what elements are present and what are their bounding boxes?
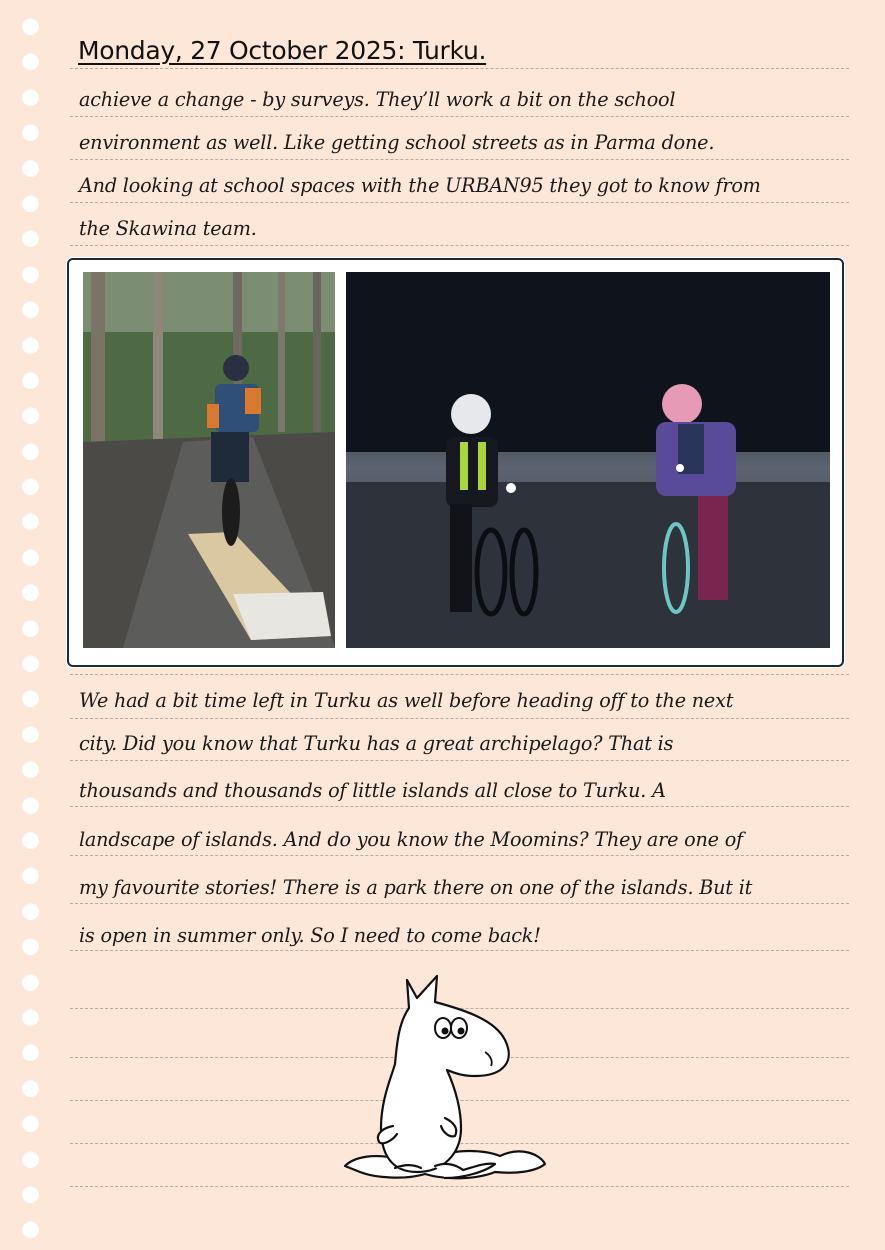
text-line: thousands and thousands of little islands all close to Turku. A [79,779,666,802]
text-line: my favourite stories! There is a park there on one of the islands. But it [79,876,753,899]
text-line: achieve a change - by surveys. They’ll work a bit on the school [79,88,676,111]
photo-frame [67,258,844,667]
photo-forest-ramp [83,272,335,648]
text-line: environment as well. Like getting school streets as in Parma done. [79,131,715,154]
text-line: the Skawina team. [79,217,257,240]
page-title: Monday, 27 October 2025: Turku. [78,36,487,65]
text-line: We had a bit time left in Turku as well before heading off to the next [79,689,734,712]
text-line: And looking at school spaces with the URBAN95 they got to know from [79,174,761,197]
text-line: is open in summer only. So I need to come back! [79,924,541,947]
text-line: city. Did you know that Turku has a great archipelago? That is [79,732,674,755]
moomin-illustration [335,968,550,1198]
photo-night-bikes [346,272,830,648]
text-line: landscape of islands. And do you know the Moomins? They are one of [79,828,743,851]
binder-holes [22,18,40,1250]
